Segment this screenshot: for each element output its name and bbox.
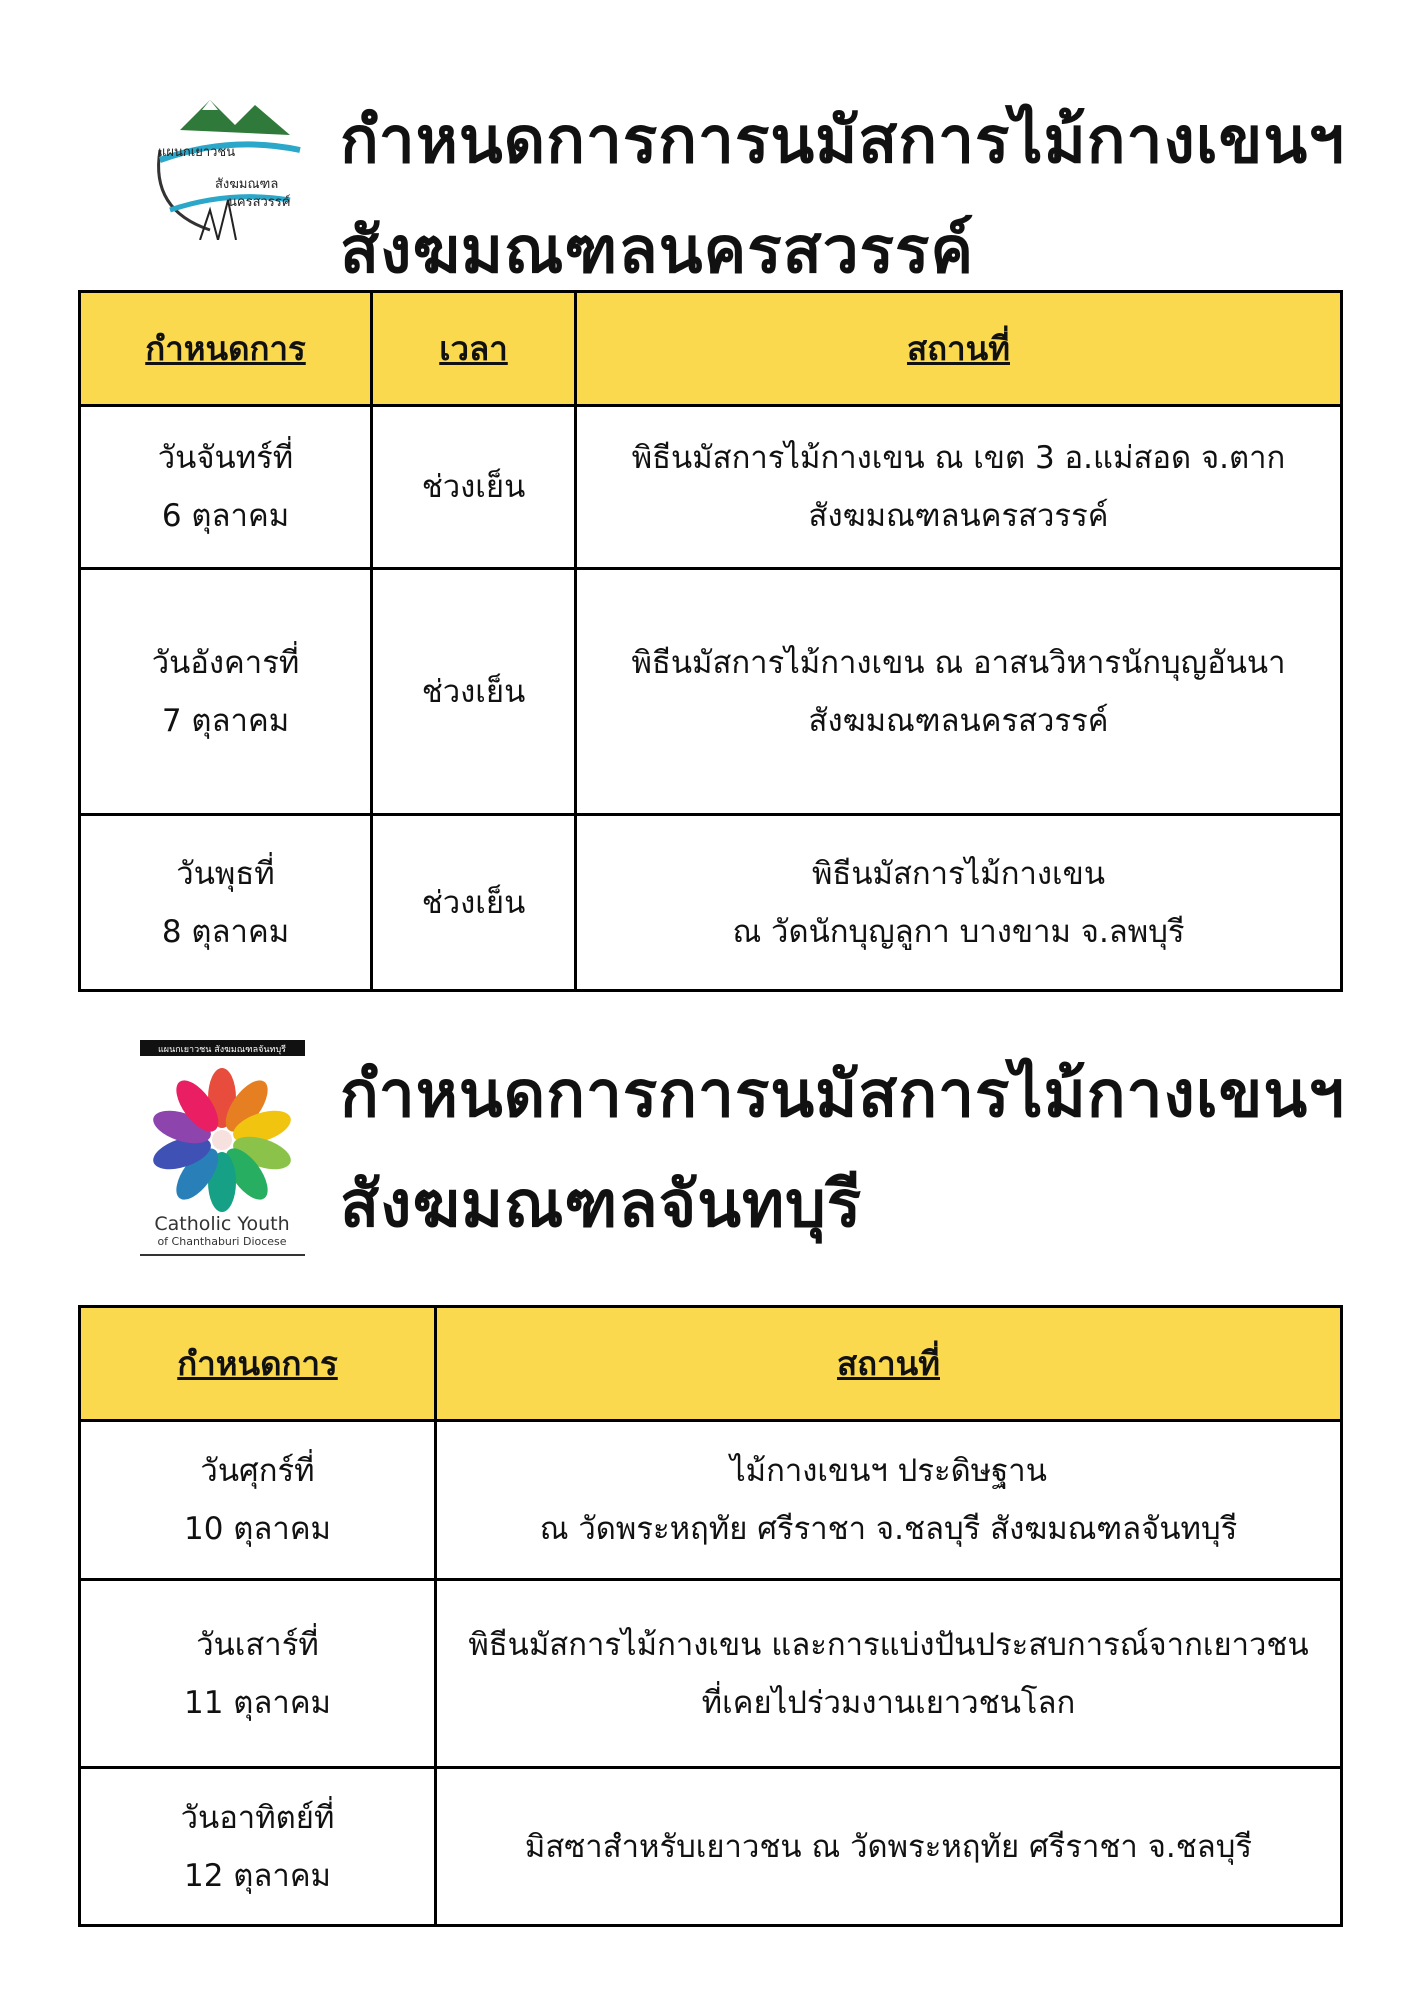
place-cell: มิสซาสำหรับเยาวชน ณ วัดพระหฤทัย ศรีราชา จ.ชลบุรี xyxy=(436,1768,1342,1926)
time-cell: ช่วงเย็น xyxy=(372,569,576,815)
section1-header xyxy=(140,90,1345,290)
date-cell xyxy=(80,1421,436,1580)
day-label: วันเสาร์ที่ xyxy=(196,1626,319,1663)
date-cell xyxy=(80,1768,436,1926)
section2-schedule-table xyxy=(78,1305,1343,1927)
date-cell xyxy=(80,1580,436,1768)
table-row xyxy=(80,569,1342,815)
day-label: วันพุธที่ xyxy=(176,855,275,892)
table-header-row xyxy=(80,292,1342,406)
logo-text-catholic-youth: Catholic Youth xyxy=(154,1213,290,1235)
table-row xyxy=(80,815,1342,991)
date-label: 6 ตุลาคม xyxy=(161,498,290,534)
section2-header xyxy=(140,1040,1345,1260)
date-cell xyxy=(80,815,372,991)
date-label: 11 ตุลาคม xyxy=(183,1684,331,1721)
place-line1: พิธีนมัสการไม้กางเขน ณ เขต 3 อ.แม่สอด จ.ตาก xyxy=(631,440,1286,476)
logo-banner-text: แผนกเยาวชน สังฆมณฑลจันทบุรี xyxy=(158,1045,286,1055)
section1-title-line2: สังฆมณฑลนครสวรรค์ xyxy=(340,214,975,288)
place-line2: ณ วัดพระหฤทัย ศรีราชา จ.ชลบุรี สังฆมณฑลจันทบุรี xyxy=(539,1511,1238,1547)
logo-text-2: สังฆมณฑล xyxy=(215,177,279,192)
logo-text-diocese: of Chanthaburi Diocese xyxy=(157,1235,287,1248)
section2-title-line1: กำหนดการการนมัสการไม้กางเขนฯ xyxy=(340,1058,1345,1132)
place-line2: สังฆมณฑลนครสวรรค์ xyxy=(808,702,1109,739)
table-header-row xyxy=(80,1307,1342,1421)
place-cell xyxy=(576,569,1342,815)
section1-title-line1: กำหนดการการนมัสการไม้กางเขนฯ xyxy=(340,104,1345,178)
place-line2: สังฆมณฑลนครสวรรค์ xyxy=(808,498,1109,534)
place-cell xyxy=(436,1421,1342,1580)
date-label: 12 ตุลาคม xyxy=(183,1857,331,1894)
day-label: วันศุกร์ที่ xyxy=(200,1453,315,1489)
nakhon-sawan-youth-logo xyxy=(140,90,310,240)
header-place: สถานที่ xyxy=(436,1307,1342,1421)
day-label: วันจันทร์ที่ xyxy=(157,440,294,476)
chanthaburi-youth-logo xyxy=(140,1040,305,1260)
place-line1: พิธีนมัสการไม้กางเขน xyxy=(811,855,1106,892)
date-label: 8 ตุลาคม xyxy=(161,913,290,950)
day-label: วันอาทิตย์ที่ xyxy=(180,1799,335,1836)
place-cell xyxy=(576,815,1342,991)
place-cell xyxy=(436,1580,1342,1768)
time-cell: ช่วงเย็น xyxy=(372,406,576,569)
date-label: 10 ตุลาคม xyxy=(183,1511,331,1547)
table-row xyxy=(80,1768,1342,1926)
place-line2: ที่เคยไปร่วมงานเยาวชนโลก xyxy=(701,1684,1076,1721)
date-label: 7 ตุลาคม xyxy=(161,702,290,739)
place-line2: ณ วัดนักบุญลูกา บางขาม จ.ลพบุรี xyxy=(732,913,1185,950)
day-label: วันอังคารที่ xyxy=(151,644,300,681)
place-line1: พิธีนมัสการไม้กางเขน ณ อาสนวิหารนักบุญอันนา xyxy=(631,644,1286,681)
logo-text-1: แผนกเยาวชน xyxy=(158,145,236,160)
time-cell: ช่วงเย็น xyxy=(372,815,576,991)
table-row xyxy=(80,1580,1342,1768)
header-schedule: กำหนดการ xyxy=(80,1307,436,1421)
logo-text-3: นครสวรรค์ xyxy=(228,195,291,210)
table-row xyxy=(80,1421,1342,1580)
header-place: สถานที่ xyxy=(576,292,1342,406)
place-line1: ไม้กางเขนฯ ประดิษฐาน xyxy=(730,1453,1047,1489)
table-row xyxy=(80,406,1342,569)
section2-title-line2: สังฆมณฑลจันทบุรี xyxy=(340,1168,863,1242)
header-schedule: กำหนดการ xyxy=(80,292,372,406)
place-cell xyxy=(576,406,1342,569)
header-time: เวลา xyxy=(372,292,576,406)
date-cell xyxy=(80,406,372,569)
section1-schedule-table xyxy=(78,290,1343,992)
date-cell xyxy=(80,569,372,815)
place-line1: พิธีนมัสการไม้กางเขน และการแบ่งปันประสบการณ์จากเยาวชน xyxy=(468,1626,1309,1663)
